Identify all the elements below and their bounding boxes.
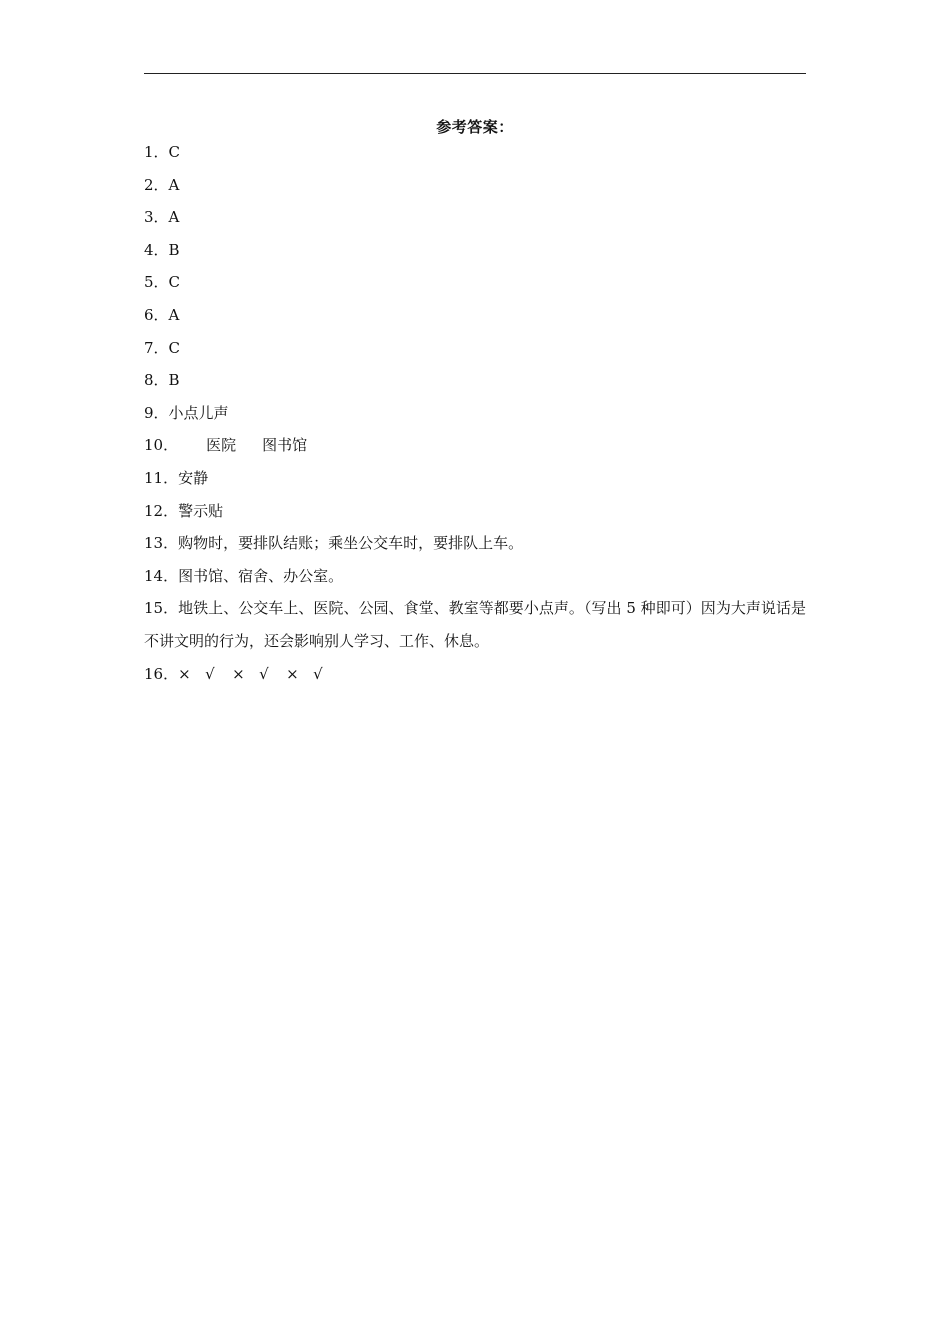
cross-mark: ×: [232, 664, 245, 683]
answer-text: A: [168, 175, 180, 194]
answer-number: 12．: [144, 501, 179, 520]
blank-gap: [236, 429, 262, 462]
answer-item-15: [144, 592, 806, 657]
answer-text: 地铁上、公交车上、医院、公园、食堂、教室等都要小点声。（写出 5 种即可）因为大声说话是不讲文明的行为，还会影响别人学习、工作、休息。: [144, 599, 806, 650]
answer-item-2: [144, 169, 806, 202]
answer-text: 安静: [178, 468, 209, 487]
answer-number: 5．: [144, 273, 169, 292]
answer-text: C: [168, 273, 181, 292]
check-mark: √: [259, 664, 269, 683]
answer-text: B: [168, 240, 180, 259]
answer-item-10: [144, 429, 806, 462]
answer-text: 警示贴: [178, 501, 224, 520]
cross-mark: ×: [286, 664, 299, 683]
cross-mark: ×: [178, 664, 191, 683]
answer-text: C: [168, 338, 181, 357]
answer-number: 10．: [144, 436, 179, 455]
answer-item-5: [144, 266, 806, 299]
answer-item-8: [144, 364, 806, 397]
answer-item-7: [144, 332, 806, 365]
answer-item-3: [144, 201, 806, 234]
answer-item-9: [144, 397, 806, 430]
check-mark: √: [205, 664, 215, 683]
answer-blank-2: 图书馆: [262, 436, 308, 455]
answer-item-11: [144, 462, 806, 495]
answer-number: 11．: [144, 468, 179, 487]
answer-list: [144, 136, 806, 690]
answer-text: 图书馆、宿舍、办公室。: [178, 566, 344, 585]
answer-blank-1: 医院: [206, 436, 237, 455]
answer-text: C: [168, 143, 181, 161]
answer-text: 购物时，要排队结账；乘坐公交车时，要排队上车。: [178, 534, 524, 553]
header-rule: [144, 73, 806, 74]
answer-text: 小点儿声: [168, 403, 229, 422]
answer-item-13: [144, 527, 806, 560]
answer-item-4: [144, 234, 806, 267]
answer-text: B: [168, 371, 180, 390]
page-title: 参考答案：: [436, 118, 514, 136]
answer-number: 1．: [144, 143, 169, 161]
answer-number: 8．: [144, 371, 169, 390]
check-mark: √: [313, 664, 323, 683]
answer-item-1: [144, 136, 806, 169]
answer-number: 14．: [144, 566, 179, 585]
answer-number: 2．: [144, 175, 169, 194]
answer-item-6: [144, 299, 806, 332]
answer-number: 3．: [144, 208, 169, 227]
answer-number: 16．: [144, 664, 179, 683]
answer-item-12: [144, 495, 806, 528]
blank-gap: [178, 429, 206, 462]
answer-number: 13．: [144, 534, 179, 553]
answer-item-14: [144, 560, 806, 593]
answer-number: 4．: [144, 240, 169, 259]
answer-number: 7．: [144, 338, 169, 357]
answer-item-16: [144, 658, 806, 691]
answer-text: A: [168, 208, 180, 227]
answer-number: 15．: [144, 599, 179, 618]
answer-number: 6．: [144, 305, 169, 324]
answer-text: A: [168, 305, 180, 324]
answer-number: 9．: [144, 403, 169, 422]
